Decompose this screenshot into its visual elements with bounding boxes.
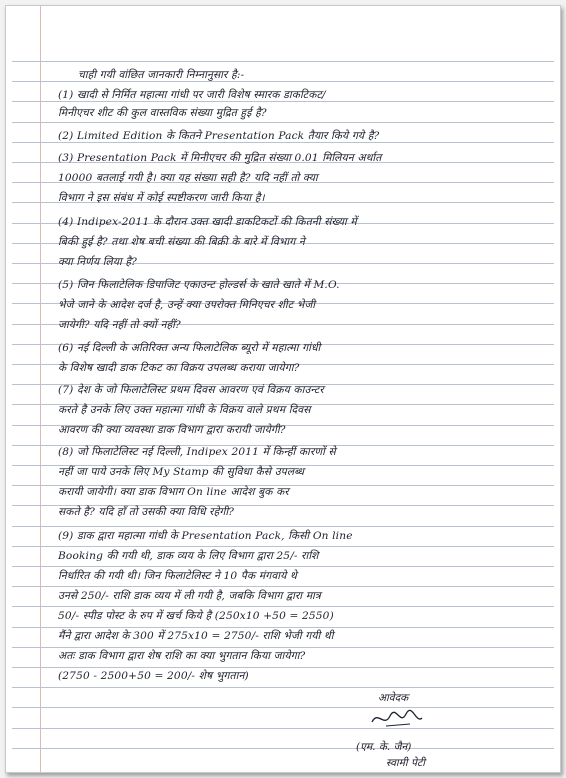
ruled-line [12, 627, 554, 628]
ruled-line [12, 122, 554, 123]
question-9-line-6: मैंने द्वारा आदेश के 300 में 275x10 = 2750/- राशि भेजी गयी थी [58, 630, 334, 642]
question-7-line-2: करते है उनके लिए उक्त महात्मा गांधी के विक्रय वाले प्रथम दिवस [58, 404, 311, 416]
ruled-line [12, 606, 554, 607]
signature-mark [366, 706, 426, 732]
question-8-line-4: सकते है? यदि हाँ तो उसकी क्या विधि रहेगी? [58, 506, 235, 518]
ruled-line [12, 526, 554, 527]
question-2-line-1: (2) Limited Edition के कितने Presentation Pack तैयार किये गये है? [58, 130, 380, 142]
question-9-line-7: अतः डाक विभाग द्वारा शेष राशि का क्या भुगतान किया जायेगा? [58, 650, 306, 662]
question-9-line-5: 50/- स्पीड पोस्ट के रुप में खर्च किये है (250x10 +50 = 2550) [58, 610, 334, 622]
question-4-line-3: क्या निर्णय लिया है? [58, 256, 138, 268]
question-4-line-2: बिकी हुई है? तथा शेष बची संख्या की बिक्री के बारे में विभाग ने [58, 236, 305, 248]
closing-label: आवेदक [378, 692, 409, 704]
question-5-line-3: जायेगी? यदि नहीं तो क्यों नहीं? [58, 319, 181, 331]
question-3-line-2: 10000 बतलाई गयी है। क्या यह संख्या सही है? यदि नहीं तो क्या [58, 172, 318, 184]
question-6-line-1: (6) नई दिल्ली के अतिरिक्त अन्य फिलाटेलिक ब्यूरो में महात्मा गांधी [58, 342, 321, 354]
ruled-line [12, 586, 554, 587]
question-9-line-1: (9) डाक द्वारा महात्मा गांधी के Presentation Pack, किसी On line [58, 530, 353, 542]
signature-name: (एम. के. जैन) [356, 741, 412, 753]
question-9-line-8: (2750 - 2500+50 = 200/- शेष भुगतान) [58, 670, 249, 682]
signature-place: स्वामी पेटी [386, 757, 425, 769]
question-4-line-1: (4) Indipex-2011 के दौरान उक्त खादी डाकटिकटों की कितनी संख्या में [58, 216, 357, 228]
question-3-line-3: विभाग ने इस संबंध में कोई स्पष्टीकरण जारी किया है। [58, 192, 265, 204]
document-page [5, 5, 561, 773]
question-1-line-2: मिनीएचर शीट की कुल वास्तविक संख्या मुद्रित हुई है? [58, 107, 267, 119]
question-7-line-3: आवरण की क्या व्यवस्था डाक विभाग द्वारा करायी जायेगी? [58, 424, 286, 436]
question-9-line-2: Booking की गयी थी, डाक व्यय के लिए विभाग द्वारा 25/- राशि [58, 550, 319, 562]
question-5-line-1: (5) जिन फिलाटेलिक डिपाजिट एकाउन्ट होल्डर्स के खाते खाते में M.O. [58, 279, 340, 291]
question-8-line-2: नहीं जा पाये उनके लिए My Stamp की सुविधा कैसे उपलब्ध [58, 466, 305, 478]
ruled-line [12, 546, 554, 547]
ruled-line [12, 748, 554, 749]
ruled-line [12, 61, 554, 62]
question-6-line-2: के विशेष खादी डाक टिकट का विक्रय उपलब्ध कराया जायेगा? [58, 362, 300, 374]
ruled-line [12, 707, 554, 708]
question-1-line-1: (1) खादी से निर्मित महात्मा गांधी पर जारी विशेष स्मारक डाकटिकट/ [58, 89, 326, 101]
question-3-line-1: (3) Presentation Pack में मिनीएचर की मुद्रित संख्या 0.01 मिलियन अर्थात [58, 152, 382, 164]
intro-line: चाही गयी वांछित जानकारी निम्नानुसार है:- [78, 69, 245, 81]
question-8-line-1: (8) जो फिलाटेलिस्ट नई दिल्ली, Indipex 2011 में किन्हीं कारणों से [58, 446, 336, 458]
ruled-line [12, 667, 554, 668]
ruled-line [12, 566, 554, 567]
question-8-line-3: करायी जायेगी। क्या डाक विभाग On line आदेश बुक कर [58, 486, 289, 498]
margin-line [40, 6, 41, 772]
ruled-line [12, 687, 554, 688]
question-5-line-2: भेजे जाने के आदेश दर्ज है, उन्हें क्या उपरोक्त मिनिएचर शीट भेजी [58, 299, 316, 311]
ruled-line [12, 647, 554, 648]
question-9-line-4: उनसे 250/- राशि डाक व्यय में ली गयी है, जबकि विभाग द्वारा मात्र [58, 590, 321, 602]
question-9-line-3: निर्धारित की गयी थी। जिन फिलाटेलिस्ट ने 10 पैक मंगवाये थे [58, 570, 297, 582]
ruled-line [12, 728, 554, 729]
question-7-line-1: (7) देश के जो फिलाटेलिस्ट प्रथम दिवस आवरण एवं विक्रय काउन्टर [58, 384, 324, 396]
